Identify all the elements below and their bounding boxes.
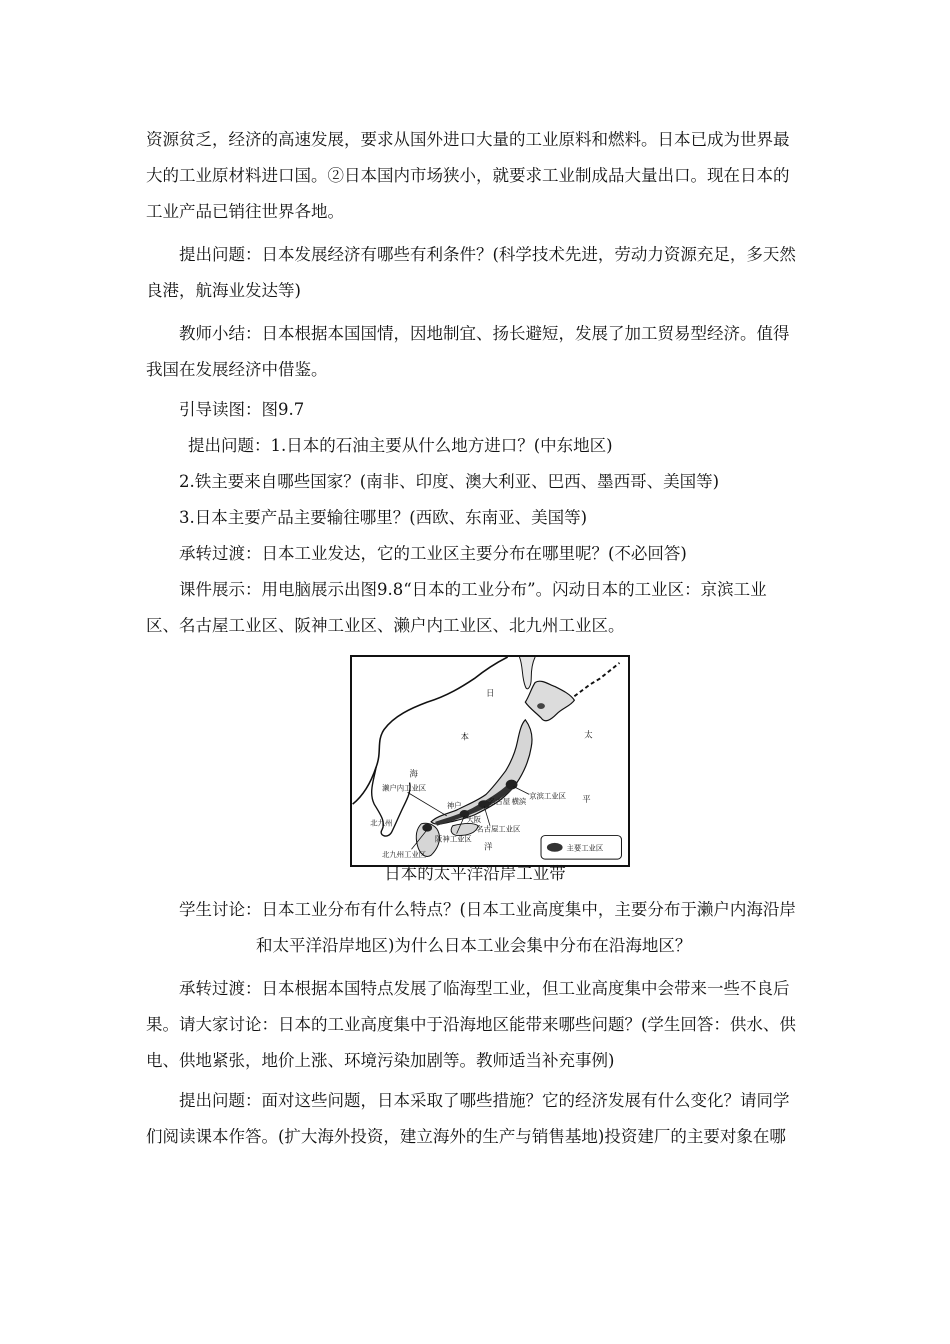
map-label-ocean: 洋 bbox=[484, 841, 493, 852]
text-line: 学生讨论：日本工业分布有什么特点？(日本工业高度集中，主要分布于濑户内海沿岸 bbox=[179, 900, 796, 919]
asia-coastline bbox=[353, 657, 508, 804]
leader-line bbox=[514, 787, 530, 795]
map-legend-label: 主要工业区 bbox=[566, 843, 604, 853]
hokkaido-island bbox=[525, 681, 574, 721]
text-line: 工业产品已销往世界各地。 bbox=[146, 202, 344, 221]
text-line: 2.铁主要来自哪些国家？(南非、印度、澳大利亚、巴西、墨西哥、美国等) bbox=[179, 472, 720, 491]
leader-line bbox=[408, 792, 447, 816]
text-line: 大的工业原材料进口国。②日本国内市场狭小，就要求工业制成品大量出口。现在日本的 bbox=[146, 166, 790, 185]
text-line: 3.日本主要产品主要输往哪里？(西欧、东南亚、美国等) bbox=[179, 508, 588, 527]
map-label-osaka-city: 大阪 bbox=[466, 814, 482, 824]
figure-caption: 日本的太平洋沿岸工业带 bbox=[384, 864, 566, 883]
text-line: 们阅读课本作答。(扩大海外投资，建立海外的生产与销售基地)投资建厂的主要对象在哪 bbox=[146, 1127, 786, 1146]
text-line: 良港，航海业发达等) bbox=[146, 281, 301, 300]
map-label-nagoya-region: 名古屋工业区 bbox=[476, 824, 521, 834]
map-label-setouchi: 濑户内工业区 bbox=[382, 783, 427, 793]
map-label-ocean: 平 bbox=[582, 794, 591, 805]
map-label-hanshin: 阪神工业区 bbox=[435, 834, 472, 844]
kuril-islands bbox=[574, 663, 619, 696]
text-line: 果。请大家讨论：日本的工业高度集中于沿海地区能带来哪些问题？(学生回答：供水、供 bbox=[146, 1015, 796, 1034]
paragraph-question-exports bbox=[146, 500, 806, 536]
text-line: 我国在发展经济中借鉴。 bbox=[146, 360, 328, 379]
paragraph-question-oil bbox=[146, 428, 806, 464]
map-drawing bbox=[352, 657, 628, 865]
paragraph-resources bbox=[146, 122, 806, 230]
text-line: 提出问题：1.日本的石油主要从什么地方进口？(中东地区) bbox=[188, 436, 613, 455]
paragraph-teacher-summary bbox=[146, 316, 806, 388]
text-line: 课件展示：用电脑展示出图9.8“日本的工业分布”。闪动日本的工业区：京滨工业 bbox=[179, 580, 767, 599]
paragraph-question-favorable bbox=[146, 237, 806, 309]
japan-industry-map bbox=[350, 655, 630, 867]
text-line: 和太平洋沿岸地区)为什么日本工业会集中分布在沿海地区？ bbox=[256, 936, 692, 955]
map-label-ocean: 太 bbox=[584, 729, 593, 740]
text-line: 区、名古屋工业区、阪神工业区、濑户内工业区、北九州工业区。 bbox=[146, 616, 625, 635]
map-label-sea: 本 bbox=[460, 731, 469, 742]
map-label-sea: 海 bbox=[409, 768, 418, 779]
leader-line bbox=[484, 806, 490, 826]
map-label-sea: 日 bbox=[486, 688, 495, 699]
map-label-kobe-city: 神户 bbox=[446, 801, 462, 811]
sakhalin-island bbox=[519, 657, 535, 689]
paragraph-guide-reading bbox=[146, 392, 806, 428]
text-line: 提出问题：日本发展经济有哪些有利条件？(科学技术先进，劳动力资源充足，多天然 bbox=[179, 245, 796, 264]
text-line: 承转过渡：日本根据本国特点发展了临海型工业，但工业高度集中会带来一些不良后 bbox=[179, 979, 790, 998]
map-label-keihin: 京滨工业区 bbox=[529, 791, 566, 801]
map-label-nagoya-city: 名古屋 bbox=[488, 797, 511, 807]
map-label-kitakyushu-city: 北九州 bbox=[370, 818, 393, 828]
legend-swatch-icon bbox=[547, 843, 563, 852]
paragraph-transition-1 bbox=[146, 536, 806, 572]
hokkaido-region-mark bbox=[537, 703, 545, 709]
paragraph-transition-2 bbox=[146, 971, 806, 1079]
paragraph-student-discussion bbox=[146, 892, 806, 964]
text-line: 教师小结：日本根据本国国情，因地制宜、扬长避短，发展了加工贸易型经济。值得 bbox=[179, 324, 790, 343]
kitakyushu-region-mark bbox=[422, 824, 432, 832]
text-line: 资源贫乏，经济的高速发展，要求从国外进口大量的工业原料和燃料。日本已成为世界最 bbox=[146, 130, 790, 149]
paragraph-question-measures bbox=[146, 1083, 806, 1155]
text-line: 引导读图：图9.7 bbox=[179, 400, 305, 419]
map-label-kitakyushu-region: 北九州工业区 bbox=[382, 850, 427, 860]
text-line: 提出问题：面对这些问题，日本采取了哪些措施？它的经济发展有什么变化？请同学 bbox=[179, 1091, 790, 1110]
paragraph-question-iron bbox=[146, 464, 806, 500]
map-label-yokohama-city: 横滨 bbox=[511, 797, 527, 807]
text-line: 电、供地紧张，地价上涨、环境污染加剧等。教师适当补充事例) bbox=[146, 1051, 615, 1070]
paragraph-courseware bbox=[146, 572, 806, 644]
text-line: 承转过渡：日本工业发达，它的工业区主要分布在哪里呢？(不必回答) bbox=[179, 544, 687, 563]
